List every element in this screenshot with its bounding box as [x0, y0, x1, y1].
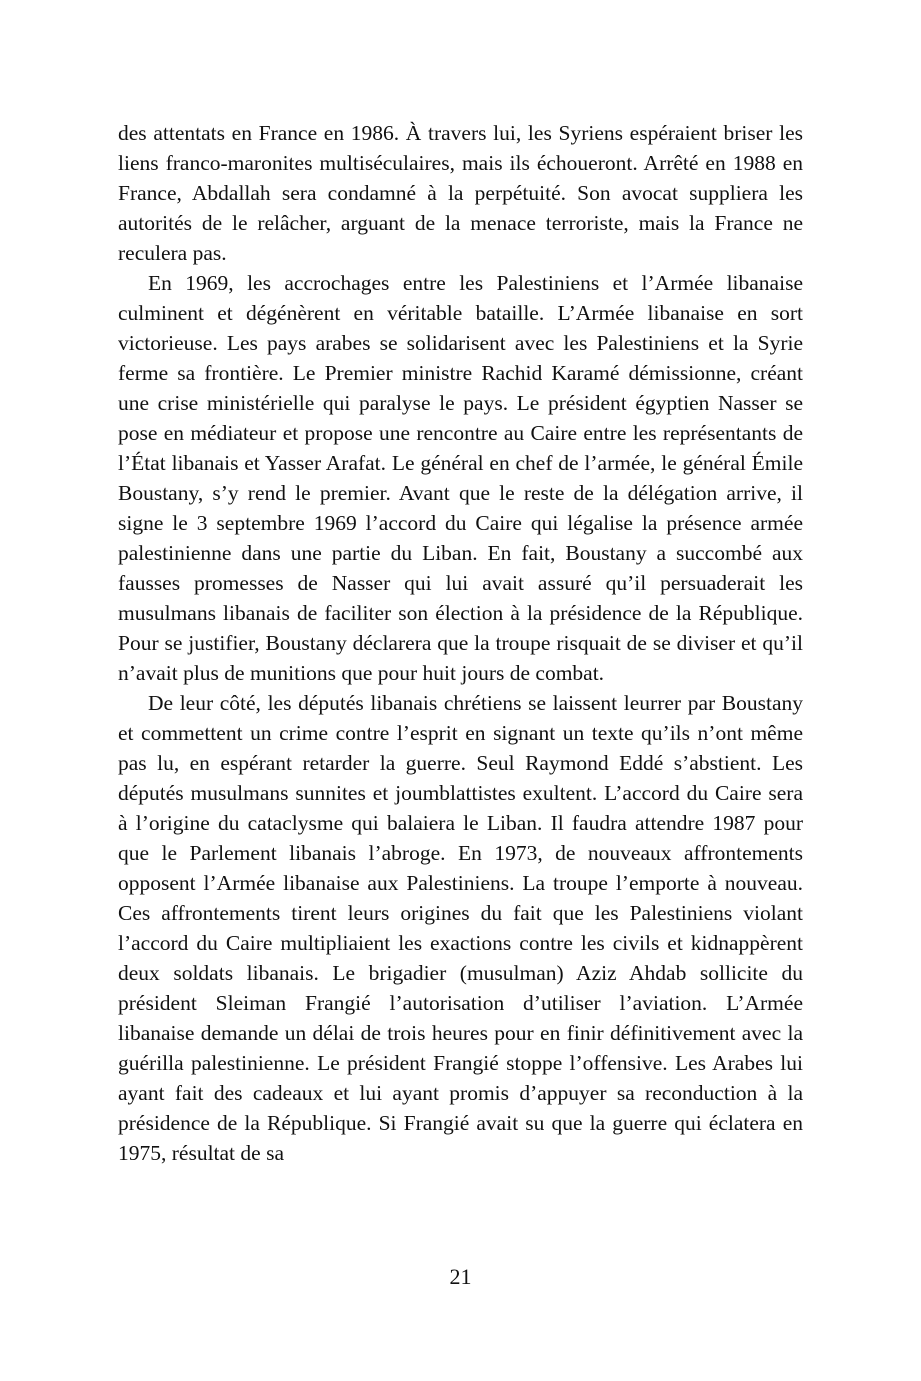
- paragraph-christian-deputies: De leur côté, les députés libanais chrétiens se laissent leurrer par Boustany et commettent un crime contre l’esprit en signant un texte qu’ils n’ont même pas lu, en espérant retarder la guerre. Seul Raymond Eddé s’abstient. Les députés musulmans sunnites et joumblattistes exultent. L’accord du Caire sera à l’origine du cataclysme qui balaiera le Liban. Il faudra attendre 1987 pour que le Parlement libanais l’abroge. En 1973, de nouveaux affrontements opposent l’Armée libanaise aux Palestiniens. La troupe l’emporte à nouveau. Ces affrontements tirent leurs origines du fait que les Palestiniens violant l’accord du Caire multipliaient les exactions contre les civils et kidnappèrent deux soldats libanais. Le brigadier (musulman) Aziz Ahdab sollicite du président Sleiman Frangié l’autorisation d’utiliser l’aviation. L’Armée libanaise demande un délai de trois heures pour en finir définitivement avec la guérilla palestinienne. Le président Frangié stoppe l’offensive. Les Arabes lui ayant fait des cadeaux et lui ayant promis d’appuyer sa reconduction à la présidence de la République. Si Frangié avait su que la guerre qui éclatera en 1975, résultat de sa: [118, 691, 803, 1165]
- paragraph-1969-clashes: En 1969, les accrochages entre les Palestiniens et l’Armée libanaise culminent et dégénèrent en véritable bataille. L’Armée libanaise en sort victorieuse. Les pays arabes se solidarisent avec les Palestiniens et la Syrie ferme sa frontière. Le Premier ministre Rachid Karamé démissionne, créant une crise ministérielle qui paralyse le pays. Le président égyptien Nasser se pose en médiateur et propose une rencontre au Caire entre les représentants de l’État libanais et Yasser Arafat. Le général en chef de l’armée, le général Émile Boustany, s’y rend le premier. Avant que le reste de la délégation arrive, il signe le 3 septembre 1969 l’accord du Caire qui légalise la présence armée palestinienne dans une partie du Liban. En fait, Boustany a succombé aux fausses promesses de Nasser qui lui avait assuré qu’il persuaderait les musulmans libanais de faciliter son élection à la présidence de la République. Pour se justifier, Boustany déclarera que la troupe risquait de se diviser et qu’il n’avait plus de munitions que pour huit jours de combat.: [118, 271, 803, 685]
- page-body: [118, 118, 803, 1168]
- paragraph-continuation: des attentats en France en 1986. À travers lui, les Syriens espéraient briser les liens franco-maronites multiséculaires, mais ils échoueront. Arrêté en 1988 en France, Abdallah sera condamné à la perpétuité. Son avocat suppliera les autorités de le relâcher, arguant de la menace terroriste, mais la France ne reculera pas.: [118, 121, 803, 265]
- page-number: 21: [449, 1264, 472, 1289]
